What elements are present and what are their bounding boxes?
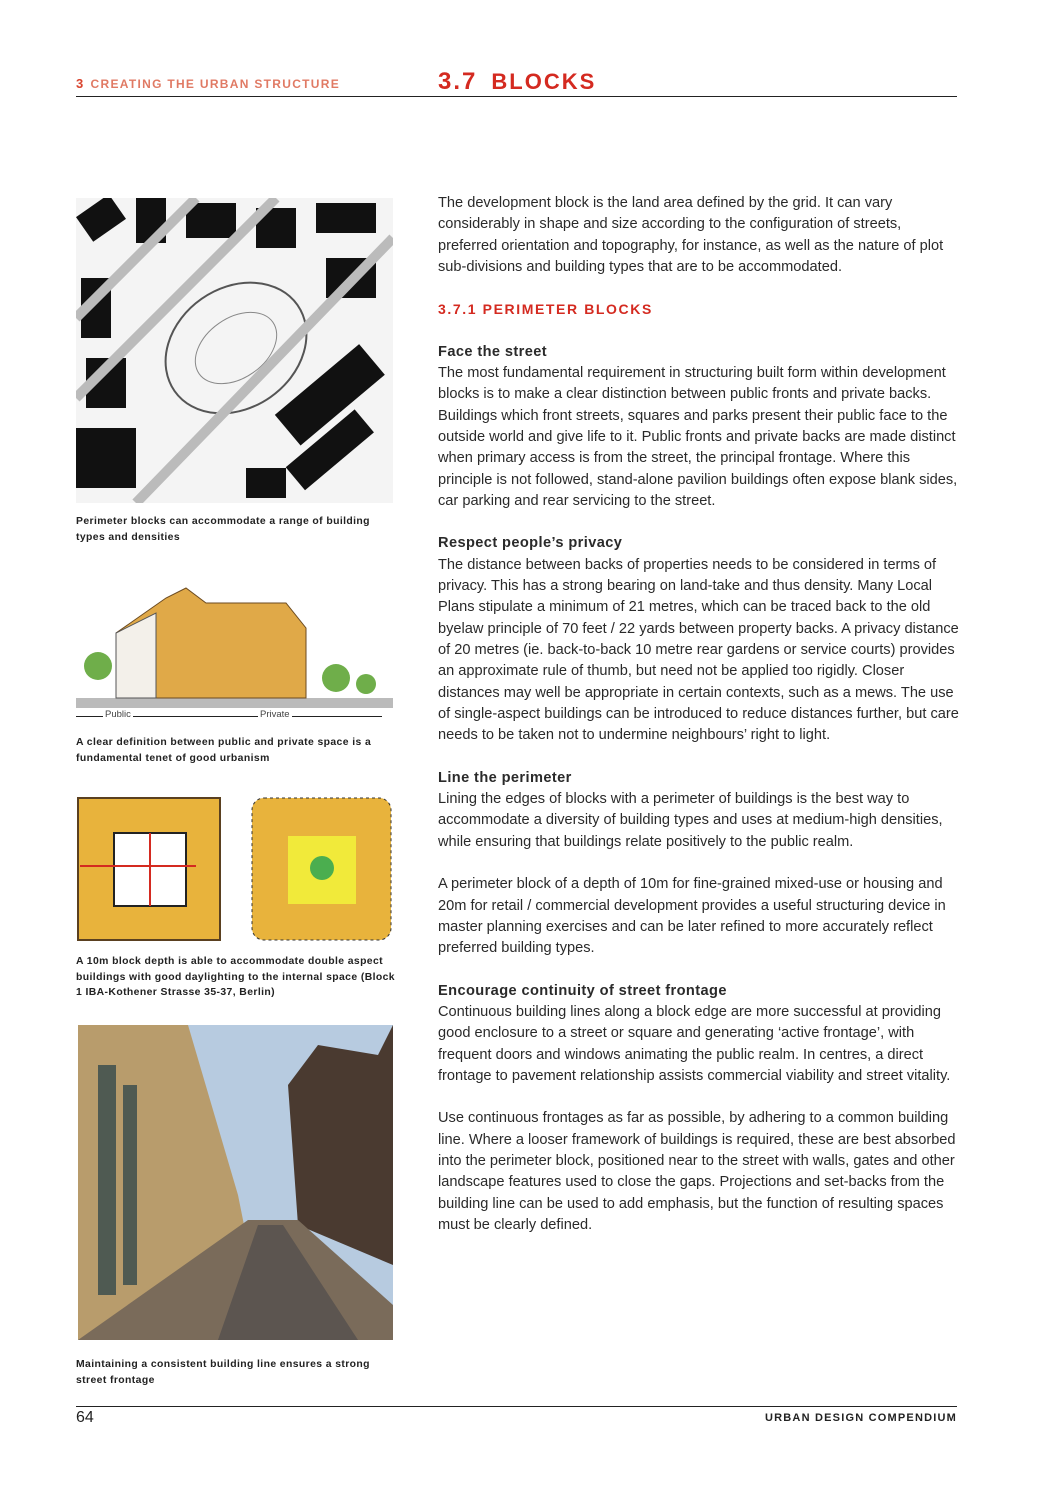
kothener-strasse-block-plan: [250, 796, 393, 942]
public-private-section-figure: [76, 578, 393, 708]
chapter-title: CREATING THE URBAN STRUCTURE: [90, 77, 341, 91]
footer-rule: [76, 1406, 957, 1407]
chapter-heading: [76, 76, 340, 91]
paragraph: Continuous building lines along a block edge are more successful at providing good enclosure to a street or square and generating ‘active frontage’, with frequent doors and windows animating the public realm. In centres, a direct frontage to pavement relationship assists commercial viability and street vitality.: [438, 1003, 951, 1084]
heading-line-the-perimeter: Line the perimeter: [438, 769, 572, 786]
public-label: Public: [105, 709, 131, 720]
header-rule: [76, 96, 957, 97]
paragraph: Use continuous frontages as far as possible, by adhering to a common building line. Where a looser framework of buildings is required, these are best absorbed into the perimeter block, positioned near to the street with walls, gates and other landscape features used to close the gaps. Projections and set-backs from the building line can be used to add emphasis, but the function of resulting spaces must be clearly defined.: [438, 1110, 956, 1233]
paragraph: Lining the edges of blocks with a perimeter of buildings is the best way to accommodate a diversity of building types and uses at medium-high densities, while ensuring that buildings relate positively to the public realm.: [438, 791, 943, 850]
paragraph: The distance between backs of properties needs to be considered in terms of privacy. This has a strong bearing on land-take and thus density. Many Local Plans stipulate a minimum of 21 metres, which can be traced back to the old byelaw principle of 70 feet / 22 yards between property backs. A privacy distance of 20 metres (ie. back-to-back 10 metre rear gardens or service courts) provides an approximate rule of thumb, but need not be applied too rigidly. Closer distances may well be appropriate in certain contexts, such as a mews. The use of single-aspect buildings can be introduced to reduce distances further, but care needs to be taken not to undermine neighbours’ right to light.: [438, 556, 959, 744]
intro-paragraph: The development block is the land area defined by the grid. It can vary considerably in shape and size according to the configuration of streets, preferred orientation and topography, for instance, as well as the nature of plot sub-divisions and building types that are to be accommodated.: [438, 195, 944, 275]
private-label: Private: [260, 709, 290, 720]
chapter-number: 3: [76, 76, 85, 91]
perimeter-block-plan-figure: [76, 198, 393, 503]
block-depth-diagram: [76, 796, 222, 942]
main-text-column: [438, 193, 960, 1258]
heading-continuity-frontage: Encourage continuity of street frontage: [438, 982, 727, 999]
section-number: 3.7: [438, 68, 478, 95]
section-heading: [438, 68, 596, 96]
paragraph: The most fundamental requirement in structuring built form within development blocks is to make a clear distinction between public fronts and private backs. Buildings which front streets, squares and parks present their public face to the outside world and give life to it. Public fronts and private backs are made distinct when primary access is from the street, the principal frontage. Where this principle is not followed, stand-alone pavilion buildings often expose blank sides, car parking and rear servicing to the street.: [438, 365, 958, 509]
page-number: 64: [76, 1409, 94, 1426]
street-frontage-photo: [78, 1025, 393, 1340]
figure-caption-1: Perimeter blocks can accommodate a range of building types and densities: [76, 516, 370, 543]
subsection-heading: 3.7.1 PERIMETER BLOCKS: [438, 301, 653, 318]
figure-caption-4: Maintaining a consistent building line ensures a strong street frontage: [76, 1359, 370, 1386]
figure-caption-2: A clear definition between public and private space is a fundamental tenet of good urbanism: [76, 737, 372, 764]
section-title: BLOCKS: [491, 69, 597, 94]
publication-title: URBAN DESIGN COMPENDIUM: [765, 1412, 957, 1424]
heading-respect-privacy: Respect people’s privacy: [438, 535, 623, 552]
figure-caption-3: A 10m block depth is able to accommodate double aspect buildings with good daylighting to the internal space (Block 1 IBA-Kothener Strasse 35-37, Berlin): [76, 956, 395, 998]
paragraph: A perimeter block of a depth of 10m for fine-grained mixed-use or housing and 20m for retail / commercial development provides a useful structuring device in master planning exercises and can be later refined to more accurately reflect preferred building types.: [438, 876, 946, 957]
heading-face-the-street: Face the street: [438, 343, 548, 360]
